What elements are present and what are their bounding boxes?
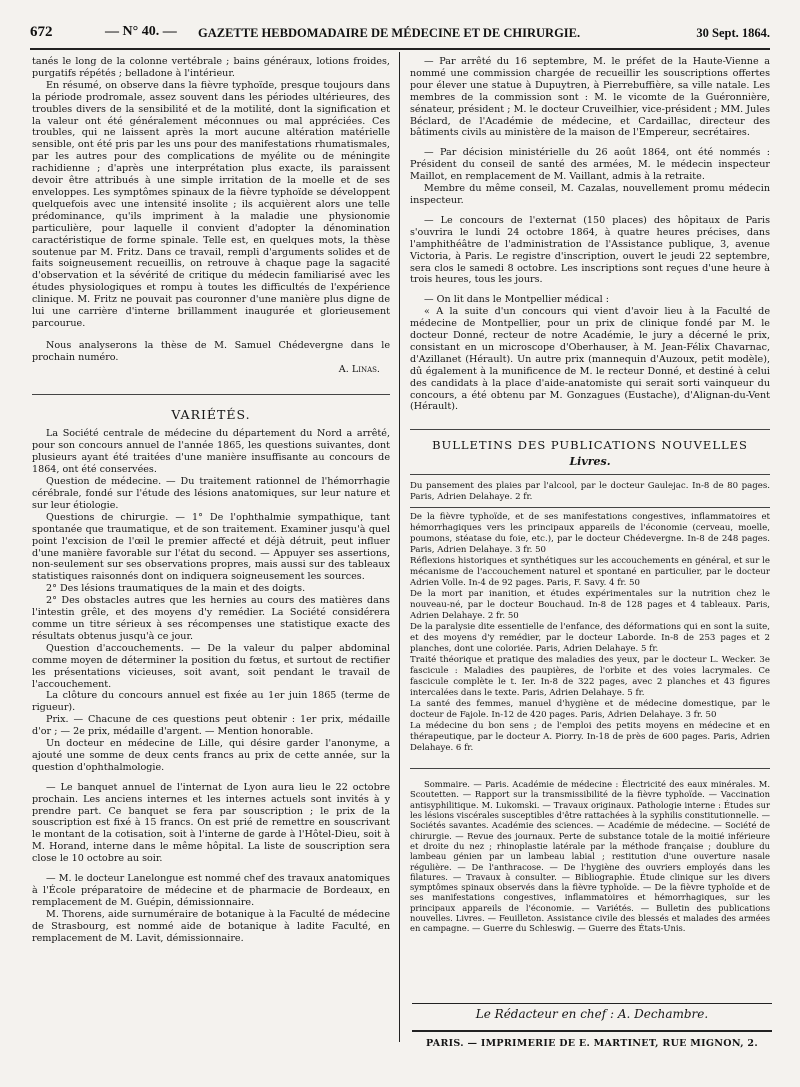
question-medecine: Question de médecine. — Du traitement rationnel de l'hémorrhagie cérébrale, fondé sur l'étude des lésions anatomiques, sur leur nature et sur leur étiologie. [32, 476, 390, 511]
column-divider [399, 52, 400, 1042]
sommaire-divider [410, 768, 770, 769]
montpellier-quote: « A la suite d'un concours qui vient d'avoir lieu à la Faculté de médecine de Montpellier, pour un prix de clinique fondé par M. le docteur Donné, recteur de notre Académie, le jury a décerné le prix, consistant en un microscope d'Oberhauser, à M. Jean-Félix Chavarnac, d'Azillanet (Hérault). Un autre prix (mannequin d'Auzoux, petit modèle), dû également à la munificence de M. le recteur Donné, et destiné à celui des candidats à la place d'aide-anatomiste qui serait sorti vainqueur du concours, a été obtenu par M. Gonzagues (Eustache), d'Alignan-du-Vent (Hérault). [410, 306, 770, 413]
publication-entry: Du pansement des plaies par l'alcool, par le docteur Gaulejac. In-8 de 80 pages. Paris, Adrien Delahaye. 2 fr. [410, 481, 770, 503]
left-column [32, 56, 390, 945]
redacteur-rule-top [412, 1003, 772, 1004]
donateur-paragraph: Un docteur en médecine de Lille, qui désire garder l'anonyme, a ajouté une somme de deux cents francs au prix de cette année, sur la question d'ophthalmologie. [32, 738, 390, 773]
paragraph-next-thesis: Nous analyserons la thèse de M. Samuel Chédevergne dans le prochain numéro. [32, 339, 390, 363]
section-divider [32, 394, 390, 395]
page-header [30, 24, 770, 44]
intro-text: tanés le long de la colonne vertébrale ; bains généraux, lotions froides, purgatifs répétés ; belladone à l'intérieur. [32, 56, 390, 79]
issue-number: — N° 40. — [105, 24, 177, 39]
publication-entry: Traité théorique et pratique des maladies des yeux, par le docteur L. Wecker. 3e fascicule : Maladies des paupières, de l'orbite et des voies lacrymales. Ce fascicule complète le t. Ier. In-8 de 322 pages, avec 2 planches et 43 figures intercalées dans le texte. Paris, Adrien Delahaye. 5 fr. [410, 655, 770, 699]
banquet-lyon: — Le banquet annuel de l'internat de Lyon aura lieu le 22 octobre prochain. Les anciens internes et les internes actuels sont invités à y prendre part. Ce banquet se fera par souscription ; le prix de la souscription est fixé à 15 francs. On est prié de remettre en souscrivant le montant de la cotisation, soit à l'interne de garde à l'Hôtel-Dieu, soit à M. Horand, interne dans le même hôpital. La liste de souscription sera close le 10 octobre au soir. [32, 781, 390, 865]
publication-divider [410, 507, 770, 508]
imprimerie-footer: PARIS. — IMPRIMERIE DE E. MARTINET, RUE MIGNON, 2. [426, 1038, 758, 1049]
header-rule [30, 48, 770, 50]
questions-chirurgie: Questions de chirurgie. — 1° De l'ophthalmie sympathique, tant spontanée que traumatique, et de son traitement. Examiner jusqu'à quel point l'excision de l'œil le premier affecté et déjà détruit, peut influer d'une manière favorable sur l'état du second. — Appuyer ses assertions, non-seulement sur ses observations propres, mais aussi sur des tableaux statistiques raisonnés dont on indiquera soigneusement les sources. [32, 511, 390, 583]
publication-entry: La santé des femmes, manuel d'hygiène et de médecine domestique, par le docteur de Fajole. In-12 de 420 pages. Paris, Adrien Delahaye. 3 fr. 50 [410, 699, 770, 721]
thorens-nomination: M. Thorens, aide surnuméraire de botanique à la Faculté de médecine de Strasbourg, est nommé aide de botanique à ladite Faculté, en remplacement de M. Lavit, démissionnaire. [32, 908, 390, 944]
publication-entry: Réflexions historiques et synthétiques sur les accouchements en général, et sur le mécanisme de l'accouchement naturel et spontané en particulier, par le docteur Adrien Volle. In-4 de 92 pages. Paris, F. Savy. 4 fr. 50 [410, 556, 770, 589]
bulletins-heading: BULLETINS DES PUBLICATIONS NOUVELLES [432, 438, 748, 453]
issue-date: 30 Sept. 1864. [696, 26, 770, 40]
publication-entry: De la paralysie dite essentielle de l'enfance, des déformations qui en sont la suite, et des moyens d'y remédier, par le docteur Laborde. In-8 de 253 pages et 2 planches, dont une coloriée. Paris, Adrien Delahaye. 5 fr. [410, 622, 770, 655]
right-column [410, 56, 770, 934]
bulletins-divider [410, 429, 770, 430]
question-intestin: 2° Des obstacles autres que les hernies au cours des matières dans l'intestin grêle, et des moyens d'y remédier. La Société considérera comme un titre sérieux à ses récompenses une statistique exacte des résultats obtenus jusqu'à ce jour. [32, 595, 390, 642]
varietes-paragraph: La Société centrale de médecine du département du Nord a arrêté, pour son concours annuel de l'année 1865, les questions suivantes, dont plusieurs ayant été traitées d'une manière insuffisante au concours de 1864, ont été conservées. [32, 428, 390, 476]
livres-subheading: Livres. [569, 455, 611, 469]
publication-entry: La médecine du bon sens ; de l'emploi des petits moyens en médecine et en thérapeutique, par le docteur A. Piorry. In-18 de près de 600 pages. Paris, Adrien Delahaye. 6 fr. [410, 721, 770, 754]
montpellier-intro: — On lit dans le Montpellier médical : [424, 294, 609, 306]
redacteur-en-chef: Le Rédacteur en chef : A. Dechambre. [475, 1007, 709, 1021]
paragraph-resume: En résumé, on observe dans la fièvre typhoïde, presque toujours dans la période prodromale, assez souvent dans les périodes ultérieures, des troubles divers de la sensibilité et de la motilité, dont la signification et la valeur ont été généralement méconnues ou mal appréciées. Ces troubles, qui ne laissent après la mort aucune altération matérielle sensible, ont été pris par les uns pour des manifestations rhumatismales, par les autres pour des complications de myélite ou de méningite rachidienne ; d'après une interprétation plus exacte, ils paraissent devoir être attribués à une simple irritation de la moelle et de ses enveloppes. Les symptômes spinaux de la fièvre typhoïde se développent quelquefois avec une intensité insolite ; ils acquièrent alors une telle prédominance, qu'ils impriment à la maladie une physionomie particulière, pour laquelle il convient d'adopter la dénomination caractéristique de forme spinale. Telle est, en quelques mots, la thèse soutenue par M. Fritz. Dans ce travail, rempli d'arguments solides et de faits soigneusement recueillis, on retrouve à chaque page la sagacité d'observation et la sévérité de critique du médecin familiarisé avec les études physiologiques et rompu à toutes les difficultés de l'expérience clinique. M. Fritz ne pouvait pas couronner d'une manière plus digne de lui une carrière d'interne brillamment inaugurée et glorieusement parcourue. [32, 79, 390, 329]
concours-externat: — Le concours de l'externat (150 places) des hôpitaux de Paris s'ouvrira le lundi 24 octobre 1864, à quatre heures précises, dans l'amphithéâtre de l'administration de l'Assistance publique, 3, avenue Victoria, à Paris. Le registre d'inscription, ouvert le jeudi 22 septembre, sera clos le samedi 8 octobre. Les inscriptions sont reçues d'une heure à trois heures, tous les jours. [410, 214, 770, 286]
question-accouchements: Question d'accouchements. — De la valeur du palper abdominal comme moyen de déterminer la position du fœtus, et surtout de rectifier les présentations vicieuses, soit avant, soit pendant le travail de l'accouchement. [32, 642, 390, 690]
publication-entry: De la mort par inanition, et études expérimentales sur la nutrition chez le nouveau-né, par le docteur Bouchaud. In-8 de 128 pages et 4 tableaux. Paris, Adrien Delahaye. 2 fr. 50 [410, 589, 770, 622]
cloture-concours: La clôture du concours annuel est fixée au 1er juin 1865 (terme de rigueur). [32, 690, 390, 714]
sommaire: Sommaire. — Paris. Académie de médecine : Électricité des eaux minérales. M. Scoutetten. — Rapport sur la transmissibilité de la fièvre typhoïde. — Vaccination antisyphilitique. M. Lukomski. — Travaux originaux. Pathologie interne : Études sur les lésions viscérales susceptibles d'être rattachées à la syphilis constitutionnelle. — Sociétés savantes. Académie des sciences. — Académie de médecine. — Société de chirurgie. — Revue des journaux. Perte de substance totale de la moitié inférieure et droite du nez ; rhinoplastie latérale par la méthode française ; doublure du lambeau génien par un lambeau labial ; restitution d'une ouverture nasale régulière. — De l'anthracose. — De l'hygiène des ouvriers employés dans les filatures. — Travaux à consulter. — Bibliographie. Étude clinique sur les divers symptômes spinaux observés dans la fièvre typhoïde. — De la fièvre typhoïde et de ses manifestations congestives, inflammatoires et hémorrhagiques, sur les principaux appareils de l'économie. — Variétés. — Bulletin des publications nouvelles. Livres. — Feuilleton. Assistance civile des blessés et malades des armées en campagne. — Guerre du Schleswig. — Guerre des États-Unis. [410, 779, 770, 934]
journal-title: GAZETTE HEBDOMADAIRE DE MÉDECINE ET DE CHIRURGIE. [198, 26, 581, 40]
prix-paragraph: Prix. — Chacune de ces questions peut obtenir : 1er prix, médaille d'or ; — 2e prix, médaille d'argent. — Mention honorable. [32, 714, 390, 738]
author-signature: A. Linas. [338, 363, 380, 375]
varietes-heading: VARIÉTÉS. [171, 406, 251, 422]
question-main-doigts: 2° Des lésions traumatiques de la main et des doigts. [46, 583, 306, 595]
publication-entry: De la fièvre typhoïde, et de ses manifestations congestives, inflammatoires et hémorrhagiques vers les principaux appareils de l'économie (cerveau, moelle, poumons, stéatase du foie, etc.), par le docteur Chédevergne. In-8 de 248 pages. Paris, Adrien Delahaye. 3 fr. 50 [410, 512, 770, 556]
lanelongue-nomination: — M. le docteur Lanelongue est nommé chef des travaux anatomiques à l'École préparatoire de médecine et de pharmacie de Bordeaux, en remplacement de M. Guépin, démissionnaire. [32, 873, 390, 908]
livres-divider [410, 474, 770, 475]
dupuytren-statue: — Par arrêté du 16 septembre, M. le préfet de la Haute-Vienne a nommé une commission chargée de recueillir les souscriptions offertes pour élever une statue à Dupuytren, à Pierrebuffière, sa ville natale. Les membres de la commission sont : M. le vicomte de la Guéronnière, sénateur, président ; M. le docteur Cruveilhier, vice-président ; MM. Jules Béclard, de l'Académie de médecine, et Cardaillac, directeur des bâtiments civils au ministère de la maison de l'Empereur, secrétaires. [410, 56, 770, 139]
decision-ministerielle: — Par décision ministérielle du 26 août 1864, ont été nommés : Président du conseil de santé des armées, M. le médecin inspecteur Maillot, en remplacement de M. Vaillant, admis à la retraite. [410, 147, 770, 183]
cazalas-nomination: Membre du même conseil, M. Cazalas, nouvellement promu médecin inspecteur. [410, 183, 770, 206]
redacteur-rule-bottom [412, 1030, 772, 1032]
page-number: 672 [30, 24, 53, 40]
